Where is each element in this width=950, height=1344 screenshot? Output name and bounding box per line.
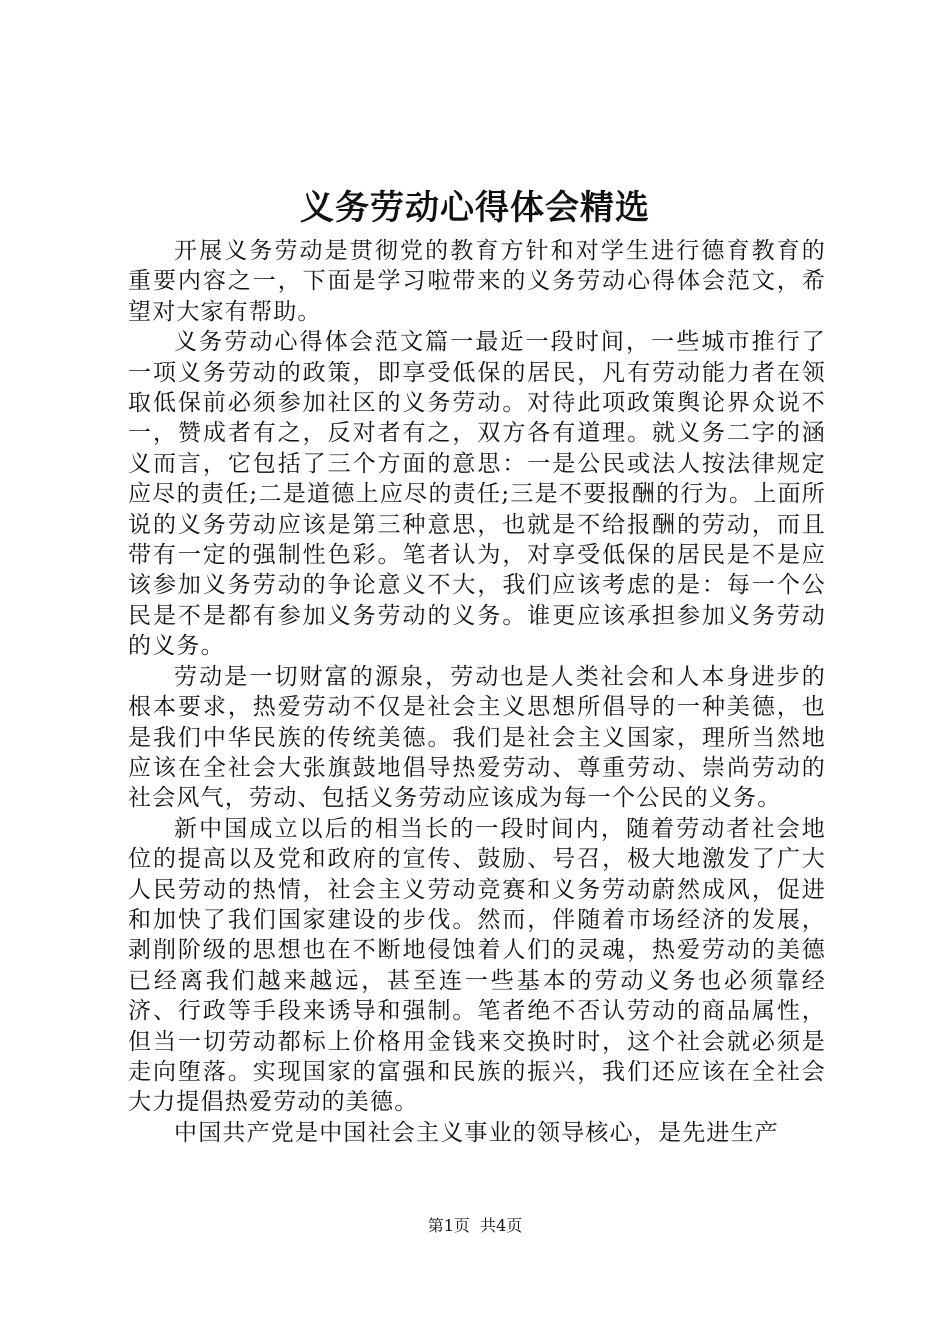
- paragraph-2: 劳动是一切财富的源泉，劳动也是人类社会和人本身进步的根本要求，热爱劳动不仅是社会主义思想所倡导的一种美德，也是我们中华民族的传统美德。我们是社会主义国家，理所当然地应该在全社会大张旗鼓地倡导热爱劳动、尊重劳动、崇尚劳动的社会风气，劳动、包括义务劳动应该成为每一个公民的义务。: [128, 663, 826, 812]
- paragraph-3: 新中国成立以后的相当长的一段时间内，随着劳动者社会地位的提高以及党和政府的宣传、鼓励、号召，极大地激发了广大人民劳动的热情，社会主义劳动竞赛和义务劳动蔚然成风，促进和加快了我们国家建设的步伐。然而，伴随着市场经济的发展，剥削阶级的思想也在不断地侵蚀着人们的灵魂，热爱劳动的美德已经离我们越来越远，甚至连一些基本的劳动义务也必须靠经济、行政等手段来诱导和强制。笔者绝不否认劳动的商品属性，但当一切劳动都标上价格用金钱来交换时时，这个社会就必须是走向堕落。实现国家的富强和民族的振兴，我们还应该在全社会大力提倡热爱劳动的美德。: [128, 815, 826, 1116]
- document-body: [128, 236, 826, 1148]
- paragraph-intro: 开展义务劳动是贯彻党的教育方针和对学生进行德育教育的重要内容之一，下面是学习啦带来的义务劳动心得体会范文，希望对大家有帮助。: [128, 238, 826, 325]
- page-number: 第1页: [427, 1216, 470, 1235]
- paragraph-1: 义务劳动心得体会范文篇一最近一段时间，一些城市推行了一项义务劳动的政策，即享受低保的居民，凡有劳动能力者在领取低保前必须参加社区的义务劳动。对待此项政策舆论界众说不一，赞成者有之，反对者有之，双方各有道理。就义务二字的涵义而言，它包括了三个方面的意思：一是公民或法人按法律规定应尽的责任;二是道德上应尽的责任;三是不要报酬的行为。上面所说的义务劳动应该是第三种意思，也就是不给报酬的劳动，而且带有一定的强制性色彩。笔者认为，对享受低保的居民是不是应该参加义务劳动的争论意义不大，我们应该考虑的是：每一个公民是不是都有参加义务劳动的义务。谁更应该承担参加义务劳动的义务。: [128, 329, 826, 660]
- page-total: 共4页: [480, 1216, 523, 1235]
- page-footer: [0, 1215, 950, 1237]
- document-title: 义务劳动心得体会精选: [300, 188, 650, 228]
- footer-spacer: [470, 1216, 480, 1235]
- paragraph-4: 中国共产党是中国社会主义事业的领导核心，是先进生产: [174, 1119, 779, 1146]
